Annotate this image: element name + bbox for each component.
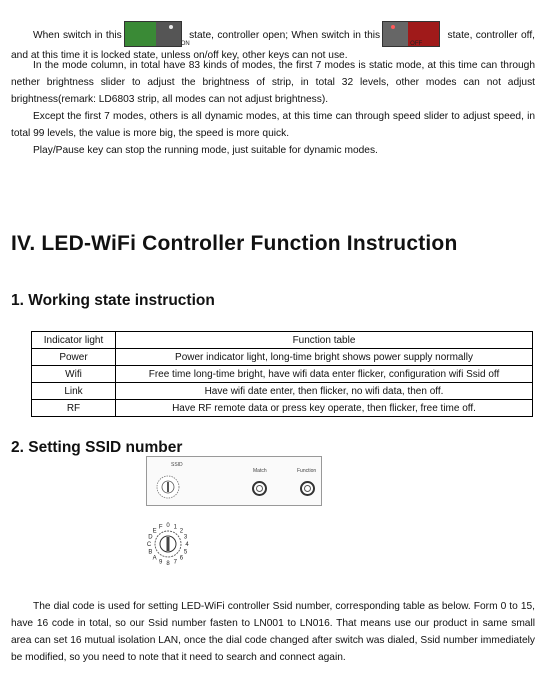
dial-digit: 5 xyxy=(183,549,188,556)
dial-digit: E xyxy=(152,528,157,535)
dial-digit: 3 xyxy=(183,534,188,541)
dial-digit: 9 xyxy=(159,559,163,566)
dial-digit: B xyxy=(148,549,153,556)
table-cell: Wifi xyxy=(32,366,116,383)
para1-text-a: When switch in this xyxy=(33,30,122,41)
table-cell: Free time long-time bright, have wifi data enter flicker, configuration wifi Ssid off xyxy=(116,366,533,383)
table-cell: Have wifi date enter, then flicker, no wifi data, then off. xyxy=(116,383,533,400)
dial-digit: 6 xyxy=(179,555,184,562)
table-cell: RF xyxy=(32,400,116,417)
dial-digit: 2 xyxy=(179,528,184,535)
switch-off-label: OFF xyxy=(410,41,423,47)
dial-digit: 4 xyxy=(185,542,189,548)
dial-digit: 8 xyxy=(166,561,170,567)
paragraph-mode-brightness: In the mode column, in total have 83 kinds of modes, the first 7 modes is static mode, at this time can through nether brightness slider to adjust the brightness of strip, in total 32 levels, other modes can not adjust brightness(remark: LD6803 strip, all modes can not adjust brightness). xyxy=(11,60,535,105)
dial-digit: 1 xyxy=(173,524,177,531)
table-cell: Power indicator light, long-time bright shows power supply normally xyxy=(116,349,533,366)
ssid-dial-small-icon xyxy=(155,474,181,500)
paragraph-dial-code: The dial code is used for setting LED-WiFi controller Ssid number, corresponding table as below. Form 0 to 15, have 16 code in total, so our Ssid number fasten to LN001 to LN016. That means use our product in same small area can set 16 mutual isolation LAN, once the dial code changed after switch was dialed, Ssid number immediately be modified, so you need to note that it need to search and connect again. xyxy=(11,601,535,663)
function-button xyxy=(300,481,315,496)
dial-digit: C xyxy=(146,542,152,548)
dial-digit: A xyxy=(152,555,157,562)
paragraph-play-pause: Play/Pause key can stop the running mode, just suitable for dynamic modes. xyxy=(33,145,378,156)
switch-on-label: ON xyxy=(180,41,190,47)
page-heading: IV. LED-WiFi Controller Function Instruction xyxy=(11,232,458,255)
match-button xyxy=(252,481,267,496)
section-heading-setting-ssid: 2. Setting SSID number xyxy=(11,439,183,456)
table-row xyxy=(32,383,533,400)
match-label: Match xyxy=(253,468,267,474)
section-heading-working-state: 1. Working state instruction xyxy=(11,292,215,309)
ssid-dial-large-icon xyxy=(143,517,193,567)
dial-digit: F xyxy=(158,524,163,531)
ssid-label: SSID xyxy=(171,462,183,468)
table-cell: Link xyxy=(32,383,116,400)
table-row xyxy=(32,366,533,383)
para1-text-b: state, controller open; When switch in this xyxy=(189,30,381,41)
dial-digit: 0 xyxy=(166,523,170,529)
table-row xyxy=(32,349,533,366)
function-label: Function xyxy=(297,468,317,474)
function-table xyxy=(31,331,533,417)
switch-on-led-icon xyxy=(169,25,173,29)
table-row xyxy=(32,400,533,417)
table-cell: Have RF remote data or press key operate, then flicker, free time off. xyxy=(116,400,533,417)
controller-panel-image xyxy=(146,456,322,506)
table-header-cell: Indicator light xyxy=(32,332,116,349)
paragraph-dynamic-speed: Except the first 7 modes, others is all dynamic modes, at this time can through speed slider to adjust speed, in total 99 levels, the value is more big, the speed is more quick. xyxy=(11,111,535,139)
dial-digit: D xyxy=(148,534,153,541)
switch-off-image xyxy=(382,21,440,47)
dial-digit: 7 xyxy=(173,559,177,566)
switch-off-led-icon xyxy=(391,25,395,29)
switch-on-image xyxy=(124,21,190,47)
table-cell: Power xyxy=(32,349,116,366)
table-header-cell: Function table xyxy=(116,332,533,349)
para1-text-c: state, controller off, and at this time it is locked state, unless on/off key, other keys can not use. xyxy=(11,30,535,61)
table-header-row xyxy=(32,332,533,349)
